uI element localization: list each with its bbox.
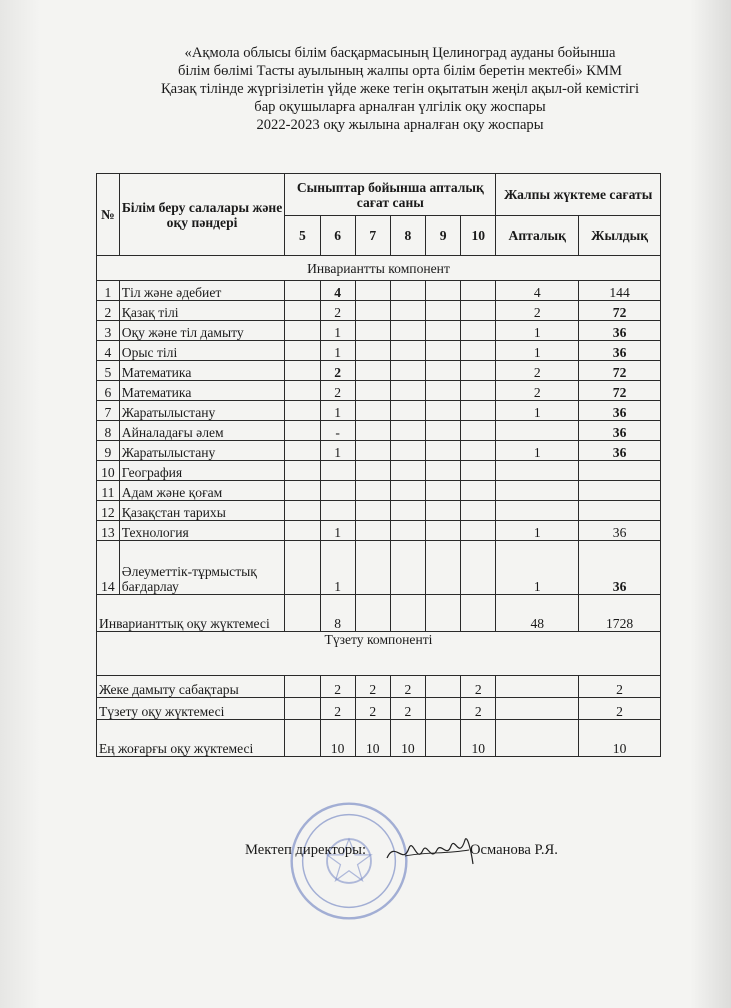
row-weekly: 2 xyxy=(496,361,579,381)
row-num: 1 xyxy=(97,281,120,301)
row-num: 8 xyxy=(97,421,120,441)
row-yearly: 36 xyxy=(579,421,661,441)
row-weekly xyxy=(496,421,579,441)
table-row xyxy=(97,421,661,441)
row-class-10 xyxy=(461,361,496,381)
row-weekly xyxy=(496,501,579,521)
invariant-load-class-8 xyxy=(390,595,425,632)
row-class-10 xyxy=(461,381,496,401)
row-weekly: 1 xyxy=(496,541,579,595)
correction-class-5 xyxy=(285,676,320,698)
row-class-9 xyxy=(426,401,461,421)
row-class-7 xyxy=(355,521,390,541)
row-num: 4 xyxy=(97,341,120,361)
correction-yearly: 2 xyxy=(579,698,661,720)
row-class-7 xyxy=(355,321,390,341)
row-yearly xyxy=(579,461,661,481)
correction-class-8: 2 xyxy=(390,698,425,720)
row-yearly: 36 xyxy=(579,401,661,421)
row-class-5 xyxy=(285,481,320,501)
row-subject: Тіл және әдебиет xyxy=(119,281,285,301)
correction-class-6: 2 xyxy=(320,698,355,720)
row-yearly: 36 xyxy=(579,521,661,541)
row-class-7 xyxy=(355,301,390,321)
correction-label: Түзету оқу жүктемесі xyxy=(97,698,285,720)
correction-class-6: 10 xyxy=(320,720,355,757)
header-class-7: 7 xyxy=(355,216,390,256)
correction-yearly: 10 xyxy=(579,720,661,757)
row-num: 2 xyxy=(97,301,120,321)
row-class-9 xyxy=(426,501,461,521)
invariant-load-label: Инварианттық оқу жүктемесі xyxy=(97,595,285,632)
section-correction: Түзету компоненті xyxy=(97,632,661,676)
row-class-8 xyxy=(390,521,425,541)
row-class-8 xyxy=(390,421,425,441)
table-row xyxy=(97,361,661,381)
header-weekly: Апталық xyxy=(496,216,579,256)
row-class-7 xyxy=(355,381,390,401)
row-yearly: 36 xyxy=(579,541,661,595)
row-num: 11 xyxy=(97,481,120,501)
correction-label: Жеке дамыту сабақтары xyxy=(97,676,285,698)
header-line-3: Қазақ тілінде жүргізілетін үйде жеке тегін оқытатын жеңіл ақыл-ой кемістігі xyxy=(160,81,640,97)
row-yearly: 72 xyxy=(579,301,661,321)
correction-class-8: 2 xyxy=(390,676,425,698)
correction-class-10: 10 xyxy=(461,720,496,757)
header-subject: Білім беру салалары және оқу пәндері xyxy=(119,174,285,256)
header-class-6: 6 xyxy=(320,216,355,256)
row-subject: География xyxy=(119,461,285,481)
row-class-6: - xyxy=(320,421,355,441)
correction-class-10: 2 xyxy=(461,698,496,720)
row-class-5 xyxy=(285,281,320,301)
row-class-10 xyxy=(461,441,496,461)
table-row xyxy=(97,441,661,461)
table-row xyxy=(97,281,661,301)
row-class-9 xyxy=(426,281,461,301)
row-num: 5 xyxy=(97,361,120,381)
correction-weekly xyxy=(496,720,579,757)
header-line-1: «Ақмола облысы білім басқармасының Целиноград ауданы бойынша xyxy=(184,45,616,61)
row-subject: Адам және қоғам xyxy=(119,481,285,501)
row-yearly: 72 xyxy=(579,361,661,381)
row-yearly: 72 xyxy=(579,381,661,401)
row-class-7 xyxy=(355,501,390,521)
row-yearly xyxy=(579,501,661,521)
correction-row xyxy=(97,720,661,757)
row-class-9 xyxy=(426,521,461,541)
correction-yearly: 2 xyxy=(579,676,661,698)
row-weekly: 1 xyxy=(496,341,579,361)
row-class-8 xyxy=(390,321,425,341)
row-class-7 xyxy=(355,281,390,301)
correction-class-10: 2 xyxy=(461,676,496,698)
row-class-10 xyxy=(461,281,496,301)
header-class-5: 5 xyxy=(285,216,320,256)
row-weekly: 2 xyxy=(496,301,579,321)
row-class-8 xyxy=(390,341,425,361)
row-weekly: 1 xyxy=(496,521,579,541)
row-subject: Орыс тілі xyxy=(119,341,285,361)
director-name: Османова Р.Я. xyxy=(470,842,558,858)
correction-class-9 xyxy=(426,720,461,757)
row-class-5 xyxy=(285,401,320,421)
invariant-load-class-10 xyxy=(461,595,496,632)
row-class-8 xyxy=(390,541,425,595)
row-weekly xyxy=(496,481,579,501)
row-yearly: 36 xyxy=(579,441,661,461)
row-class-7 xyxy=(355,421,390,441)
row-yearly xyxy=(579,481,661,501)
table-row xyxy=(97,521,661,541)
header-class-9: 9 xyxy=(426,216,461,256)
table-row xyxy=(97,541,661,595)
header-weekly-by-class: Сыныптар бойынша апталық сағат саны xyxy=(285,174,496,216)
table-row xyxy=(97,481,661,501)
row-class-5 xyxy=(285,441,320,461)
row-class-8 xyxy=(390,361,425,381)
row-class-7 xyxy=(355,341,390,361)
row-class-5 xyxy=(285,501,320,521)
row-yearly: 36 xyxy=(579,341,661,361)
table-row xyxy=(97,381,661,401)
row-class-7 xyxy=(355,361,390,381)
correction-class-9 xyxy=(426,698,461,720)
curriculum-table xyxy=(96,173,661,757)
table-row xyxy=(97,401,661,421)
row-class-10 xyxy=(461,421,496,441)
row-subject: Қазақ тілі xyxy=(119,301,285,321)
row-class-6 xyxy=(320,481,355,501)
handwritten-signature xyxy=(385,830,475,870)
row-class-10 xyxy=(461,541,496,595)
row-class-6: 4 xyxy=(320,281,355,301)
row-class-5 xyxy=(285,321,320,341)
row-class-8 xyxy=(390,441,425,461)
correction-row xyxy=(97,676,661,698)
row-class-6 xyxy=(320,501,355,521)
row-class-9 xyxy=(426,481,461,501)
row-class-10 xyxy=(461,501,496,521)
header-line-5: 2022-2023 оқу жылына арналған оқу жоспары xyxy=(256,117,544,133)
row-weekly: 1 xyxy=(496,321,579,341)
row-class-7 xyxy=(355,461,390,481)
row-num: 14 xyxy=(97,541,120,595)
row-class-6: 2 xyxy=(320,381,355,401)
table-row xyxy=(97,301,661,321)
invariant-load-class-7 xyxy=(355,595,390,632)
row-class-8 xyxy=(390,281,425,301)
row-class-6: 1 xyxy=(320,341,355,361)
row-class-10 xyxy=(461,461,496,481)
row-subject: Оқу және тіл дамыту xyxy=(119,321,285,341)
row-class-9 xyxy=(426,461,461,481)
row-subject: Математика xyxy=(119,381,285,401)
row-class-7 xyxy=(355,441,390,461)
row-class-8 xyxy=(390,401,425,421)
row-class-9 xyxy=(426,421,461,441)
row-class-10 xyxy=(461,401,496,421)
row-class-9 xyxy=(426,381,461,401)
row-class-6: 1 xyxy=(320,541,355,595)
header-line-2: білім бөлімі Тасты ауылының жалпы орта білім беретін мектебі» КММ xyxy=(177,63,622,79)
row-class-5 xyxy=(285,421,320,441)
correction-class-7: 10 xyxy=(355,720,390,757)
row-class-6: 2 xyxy=(320,361,355,381)
row-weekly: 1 xyxy=(496,401,579,421)
table-row xyxy=(97,341,661,361)
row-class-5 xyxy=(285,461,320,481)
row-class-5 xyxy=(285,341,320,361)
correction-class-9 xyxy=(426,676,461,698)
row-class-7 xyxy=(355,541,390,595)
correction-class-5 xyxy=(285,720,320,757)
table-row xyxy=(97,501,661,521)
row-subject: Жаратылыстану xyxy=(119,401,285,421)
correction-row xyxy=(97,698,661,720)
row-class-5 xyxy=(285,541,320,595)
row-subject: Технология xyxy=(119,521,285,541)
row-weekly: 1 xyxy=(496,441,579,461)
row-class-6: 1 xyxy=(320,441,355,461)
correction-class-6: 2 xyxy=(320,676,355,698)
row-subject: Айналадағы әлем xyxy=(119,421,285,441)
invariant-load-class-5 xyxy=(285,595,320,632)
row-class-10 xyxy=(461,521,496,541)
row-class-9 xyxy=(426,441,461,461)
row-num: 7 xyxy=(97,401,120,421)
row-num: 12 xyxy=(97,501,120,521)
header-class-8: 8 xyxy=(390,216,425,256)
row-num: 6 xyxy=(97,381,120,401)
row-class-6 xyxy=(320,461,355,481)
row-num: 10 xyxy=(97,461,120,481)
invariant-load-weekly: 48 xyxy=(496,595,579,632)
row-class-8 xyxy=(390,501,425,521)
row-class-5 xyxy=(285,521,320,541)
row-class-10 xyxy=(461,341,496,361)
row-class-10 xyxy=(461,301,496,321)
section-invariant: Инвариантты компонент xyxy=(97,256,661,281)
header-line-4: бар оқушыларға арналған үлгілік оқу жоспары xyxy=(254,99,546,115)
row-class-9 xyxy=(426,341,461,361)
correction-class-8: 10 xyxy=(390,720,425,757)
signature-line xyxy=(245,842,558,859)
row-yearly: 144 xyxy=(579,281,661,301)
row-class-10 xyxy=(461,321,496,341)
invariant-load-class-9 xyxy=(426,595,461,632)
header-yearly: Жылдық xyxy=(579,216,661,256)
header-total-load: Жалпы жүктеме сағаты xyxy=(496,174,661,216)
row-class-5 xyxy=(285,381,320,401)
row-class-9 xyxy=(426,361,461,381)
row-class-5 xyxy=(285,361,320,381)
invariant-load-yearly: 1728 xyxy=(579,595,661,632)
row-class-9 xyxy=(426,321,461,341)
row-subject: Әлеуметтік-тұрмыстық бағдарлау xyxy=(119,541,285,595)
correction-weekly xyxy=(496,676,579,698)
row-class-8 xyxy=(390,381,425,401)
invariant-load-class-6: 8 xyxy=(320,595,355,632)
header-class-10: 10 xyxy=(461,216,496,256)
correction-class-7: 2 xyxy=(355,676,390,698)
row-class-6: 1 xyxy=(320,521,355,541)
row-class-8 xyxy=(390,301,425,321)
table-row xyxy=(97,461,661,481)
row-num: 9 xyxy=(97,441,120,461)
director-label: Мектеп директоры: xyxy=(245,842,367,858)
row-class-7 xyxy=(355,481,390,501)
row-subject: Жаратылыстану xyxy=(119,441,285,461)
row-weekly: 2 xyxy=(496,381,579,401)
row-class-10 xyxy=(461,481,496,501)
row-class-7 xyxy=(355,401,390,421)
row-class-9 xyxy=(426,301,461,321)
correction-class-5 xyxy=(285,698,320,720)
row-weekly xyxy=(496,461,579,481)
row-class-6: 1 xyxy=(320,321,355,341)
row-num: 3 xyxy=(97,321,120,341)
row-class-8 xyxy=(390,481,425,501)
row-class-5 xyxy=(285,301,320,321)
correction-class-7: 2 xyxy=(355,698,390,720)
row-class-9 xyxy=(426,541,461,595)
row-weekly: 4 xyxy=(496,281,579,301)
row-class-6: 1 xyxy=(320,401,355,421)
invariant-load-row xyxy=(97,595,661,632)
row-subject: Қазақстан тарихы xyxy=(119,501,285,521)
row-class-8 xyxy=(390,461,425,481)
row-class-6: 2 xyxy=(320,301,355,321)
correction-label: Ең жоғарғы оқу жүктемесі xyxy=(97,720,285,757)
row-yearly: 36 xyxy=(579,321,661,341)
document-header xyxy=(95,44,705,134)
row-num: 13 xyxy=(97,521,120,541)
table-body xyxy=(97,256,661,757)
correction-weekly xyxy=(496,698,579,720)
row-subject: Математика xyxy=(119,361,285,381)
table-row xyxy=(97,321,661,341)
header-num: № xyxy=(97,174,120,256)
